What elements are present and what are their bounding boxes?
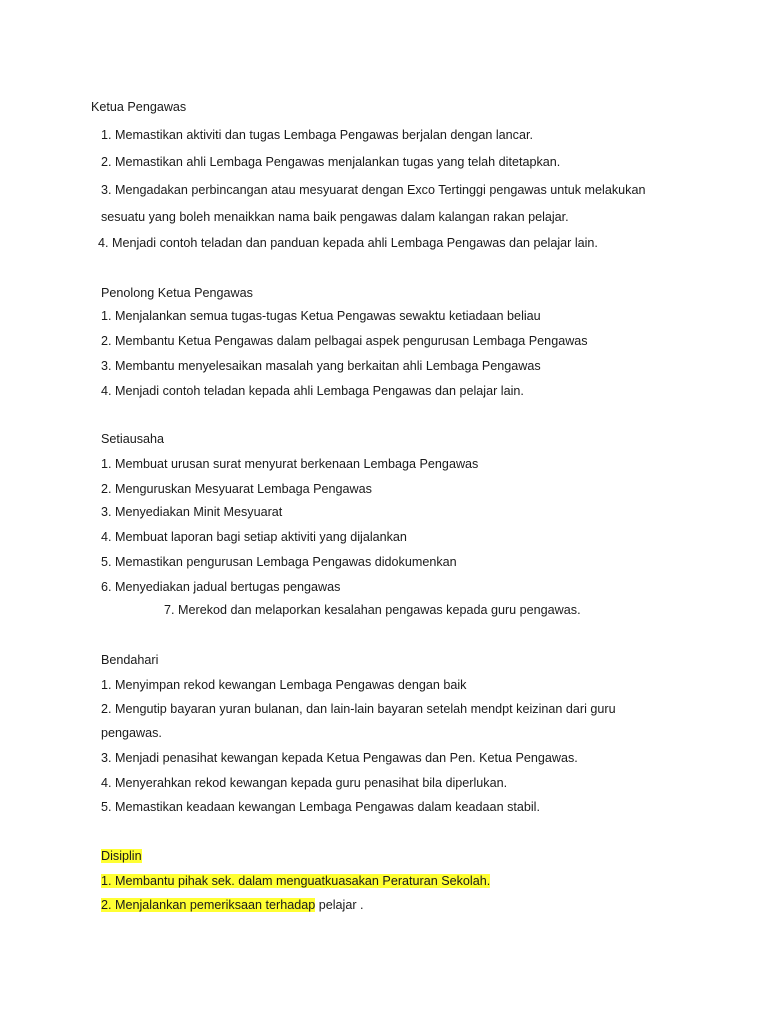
list-item-continuation: sesuatu yang boleh menaikkan nama baik pengawas dalam kalangan rakan pelajar.	[101, 210, 569, 224]
list-item: 3. Menjadi penasihat kewangan kepada Ketua Pengawas dan Pen. Ketua Pengawas.	[101, 751, 578, 765]
list-item: 2. Membantu Ketua Pengawas dalam pelbagai aspek pengurusan Lembaga Pengawas	[101, 334, 588, 348]
heading-setiausaha: Setiausaha	[101, 432, 165, 446]
list-item: 2. Menguruskan Mesyuarat Lembaga Pengawas	[101, 482, 372, 496]
list-item: 1. Menyimpan rekod kewangan Lembaga Pengawas dengan baik	[101, 678, 467, 692]
list-item: 5. Memastikan pengurusan Lembaga Pengawas didokumenkan	[101, 555, 457, 569]
list-item: 1. Membuat urusan surat menyurat berkenaan Lembaga Pengawas	[101, 457, 479, 471]
heading-bendahari: Bendahari	[101, 653, 159, 667]
list-item: 6. Menyediakan jadual bertugas pengawas	[101, 580, 341, 594]
highlighted-text: 2. Menjalankan pemeriksaan terhadap	[101, 898, 316, 912]
heading-disiplin	[101, 848, 142, 864]
list-item: 4. Menjadi contoh teladan kepada ahli Lembaga Pengawas dan pelajar lain.	[101, 384, 524, 398]
list-item: 1. Memastikan aktiviti dan tugas Lembaga Pengawas berjalan dengan lancar.	[101, 128, 533, 142]
list-item: 3. Menyediakan Minit Mesyuarat	[101, 505, 283, 519]
list-item: 2. Memastikan ahli Lembaga Pengawas menjalankan tugas yang telah ditetapkan.	[101, 155, 561, 169]
list-item: 3. Mengadakan perbincangan atau mesyuarat dengan Exco Tertinggi pengawas untuk melakukan	[101, 183, 646, 197]
highlighted-text: Disiplin	[101, 849, 142, 863]
list-item: 4. Menjadi contoh teladan dan panduan kepada ahli Lembaga Pengawas dan pelajar lain.	[98, 236, 598, 250]
list-item: 2. Mengutip bayaran yuran bulanan, dan lain-lain bayaran setelah mendpt keizinan dari guru	[101, 702, 616, 716]
highlighted-text: 1. Membantu pihak sek. dalam menguatkuasakan Peraturan Sekolah.	[101, 874, 491, 888]
list-item: 4. Membuat laporan bagi setiap aktiviti yang dijalankan	[101, 530, 407, 544]
list-item-tail: pelajar .	[318, 898, 364, 912]
list-item: 5. Memastikan keadaan kewangan Lembaga Pengawas dalam keadaan stabil.	[101, 800, 540, 814]
list-item-indented: 7. Merekod dan melaporkan kesalahan pengawas kepada guru pengawas.	[164, 603, 581, 617]
heading-ketua-pengawas: Ketua Pengawas	[91, 100, 187, 114]
list-item-continuation: pengawas.	[101, 726, 162, 740]
list-item	[101, 873, 490, 889]
list-item: 4. Menyerahkan rekod kewangan kepada guru penasihat bila diperlukan.	[101, 776, 508, 790]
list-item	[101, 897, 364, 913]
list-item: 1. Menjalankan semua tugas-tugas Ketua Pengawas sewaktu ketiadaan beliau	[101, 309, 541, 323]
list-item: 3. Membantu menyelesaikan masalah yang berkaitan ahli Lembaga Pengawas	[101, 359, 541, 373]
heading-penolong-ketua-pengawas: Penolong Ketua Pengawas	[101, 286, 253, 300]
